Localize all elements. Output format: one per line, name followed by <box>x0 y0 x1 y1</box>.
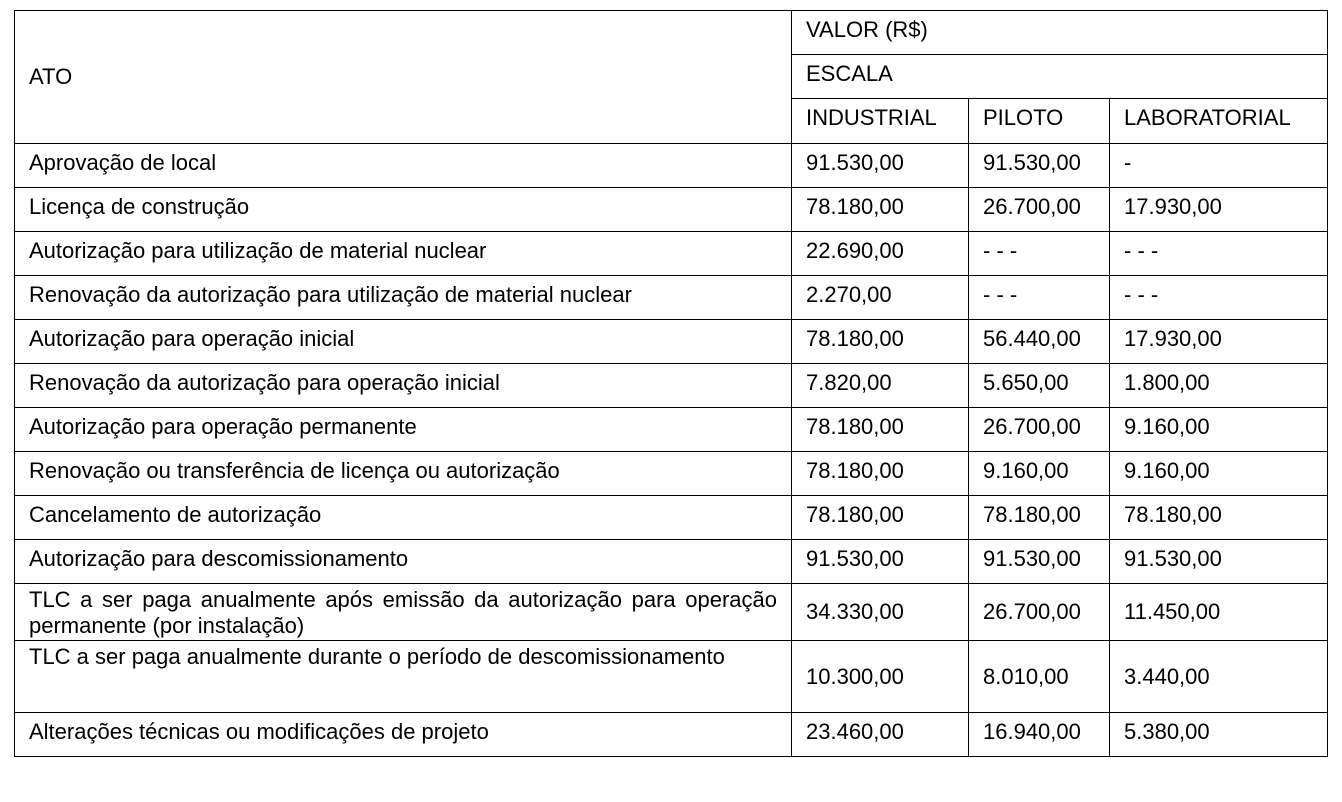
ato-cell: Autorização para operação inicial <box>15 320 792 364</box>
piloto-cell: 91.530,00 <box>969 540 1110 584</box>
piloto-cell: 26.700,00 <box>969 584 1110 641</box>
table-row <box>15 641 1328 713</box>
industrial-cell: 23.460,00 <box>792 713 969 757</box>
industrial-cell: 34.330,00 <box>792 584 969 641</box>
table-row <box>15 364 1328 408</box>
ato-cell: Licença de construção <box>15 188 792 232</box>
piloto-cell: - - - <box>969 276 1110 320</box>
laboratorial-cell: 5.380,00 <box>1110 713 1328 757</box>
ato-cell: Renovação da autorização para utilização de material nuclear <box>15 276 792 320</box>
header-ato: ATO <box>15 11 792 144</box>
table-row <box>15 408 1328 452</box>
ato-cell: Autorização para descomissionamento <box>15 540 792 584</box>
table-row <box>15 320 1328 364</box>
industrial-cell: 10.300,00 <box>792 641 969 713</box>
ato-cell: Renovação da autorização para operação inicial <box>15 364 792 408</box>
piloto-cell: 8.010,00 <box>969 641 1110 713</box>
header-valor: VALOR (R$) <box>792 11 1328 55</box>
laboratorial-cell: 1.800,00 <box>1110 364 1328 408</box>
table-row <box>15 232 1328 276</box>
ato-cell: Cancelamento de autorização <box>15 496 792 540</box>
piloto-cell: 16.940,00 <box>969 713 1110 757</box>
piloto-cell: 26.700,00 <box>969 188 1110 232</box>
ato-cell: Alterações técnicas ou modificações de projeto <box>15 713 792 757</box>
table-row <box>15 540 1328 584</box>
table-row <box>15 188 1328 232</box>
ato-cell: Autorização para utilização de material nuclear <box>15 232 792 276</box>
ato-cell: Aprovação de local <box>15 144 792 188</box>
header-escala: ESCALA <box>792 55 1328 99</box>
ato-cell: TLC a ser paga anualmente durante o período de descomissionamento <box>15 641 792 713</box>
table-row <box>15 452 1328 496</box>
industrial-cell: 78.180,00 <box>792 496 969 540</box>
industrial-cell: 91.530,00 <box>792 540 969 584</box>
piloto-cell: 91.530,00 <box>969 144 1110 188</box>
laboratorial-cell: - <box>1110 144 1328 188</box>
laboratorial-cell: 78.180,00 <box>1110 496 1328 540</box>
industrial-cell: 78.180,00 <box>792 452 969 496</box>
table-row <box>15 496 1328 540</box>
header-laboratorial: LABORATORIAL <box>1110 99 1328 144</box>
fee-table <box>14 10 1328 757</box>
laboratorial-cell: - - - <box>1110 232 1328 276</box>
industrial-cell: 22.690,00 <box>792 232 969 276</box>
piloto-cell: 26.700,00 <box>969 408 1110 452</box>
laboratorial-cell: 9.160,00 <box>1110 408 1328 452</box>
industrial-cell: 91.530,00 <box>792 144 969 188</box>
industrial-cell: 78.180,00 <box>792 320 969 364</box>
laboratorial-cell: 91.530,00 <box>1110 540 1328 584</box>
laboratorial-cell: - - - <box>1110 276 1328 320</box>
industrial-cell: 78.180,00 <box>792 188 969 232</box>
laboratorial-cell: 17.930,00 <box>1110 188 1328 232</box>
industrial-cell: 78.180,00 <box>792 408 969 452</box>
piloto-cell: - - - <box>969 232 1110 276</box>
piloto-cell: 5.650,00 <box>969 364 1110 408</box>
table-row <box>15 276 1328 320</box>
header-piloto: PILOTO <box>969 99 1110 144</box>
laboratorial-cell: 11.450,00 <box>1110 584 1328 641</box>
header-row-valor <box>15 11 1328 55</box>
ato-cell: Renovação ou transferência de licença ou autorização <box>15 452 792 496</box>
piloto-cell: 9.160,00 <box>969 452 1110 496</box>
header-industrial: INDUSTRIAL <box>792 99 969 144</box>
laboratorial-cell: 3.440,00 <box>1110 641 1328 713</box>
laboratorial-cell: 9.160,00 <box>1110 452 1328 496</box>
piloto-cell: 56.440,00 <box>969 320 1110 364</box>
laboratorial-cell: 17.930,00 <box>1110 320 1328 364</box>
industrial-cell: 2.270,00 <box>792 276 969 320</box>
ato-cell: TLC a ser paga anualmente após emissão da autorização para operação permanente (por instalação) <box>15 584 792 641</box>
ato-cell: Autorização para operação permanente <box>15 408 792 452</box>
table-row <box>15 144 1328 188</box>
industrial-cell: 7.820,00 <box>792 364 969 408</box>
table-row <box>15 584 1328 641</box>
table-row <box>15 713 1328 757</box>
piloto-cell: 78.180,00 <box>969 496 1110 540</box>
